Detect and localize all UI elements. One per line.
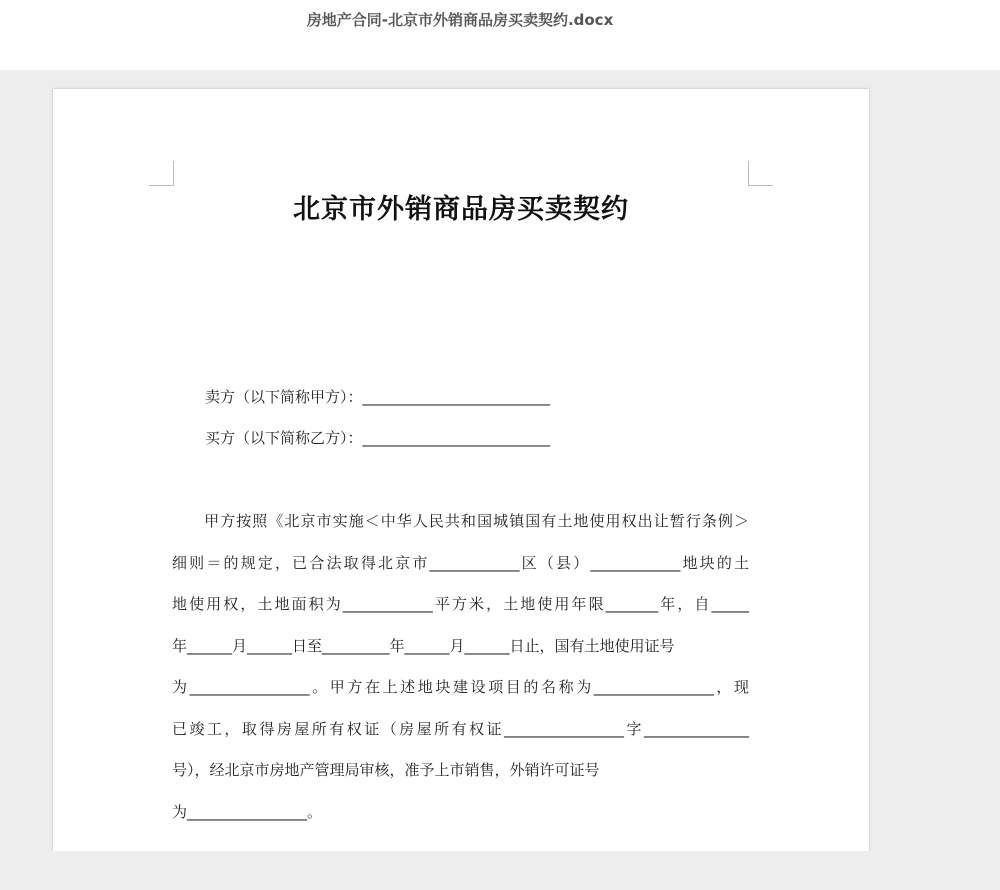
paragraph-line: 地使用权，土地面积为____________平方米，土地使用年限_______年，自_____ (172, 595, 749, 613)
paragraph-line: 年______月______日至_________年______月______日止，国有土地使用证号 (172, 637, 675, 655)
paragraph-line: 甲方按照《北京市实施＜中华人民共和国城镇国有土地使用权出让暂行条例＞ (172, 512, 749, 530)
crop-mark-top-right (748, 161, 773, 186)
paragraph-line: 已竣工，取得房屋所有权证（房屋所有权证________________字______________ (172, 720, 749, 738)
bottom-bar (0, 851, 1000, 890)
title-bar (0, 0, 1000, 70)
document-page[interactable] (53, 89, 869, 879)
buyer-line: 买方（以下简称乙方）：_________________________ (205, 429, 551, 447)
document-title: 北京市外销商品房买卖契约 (293, 194, 629, 225)
paragraph-line: 细则＝的规定，已合法取得北京市____________区（县）____________地块的土 (172, 554, 749, 572)
paragraph-line: 号），经北京市房地产管理局审核，准予上市销售，外销许可证号 (172, 761, 600, 779)
seller-line: 卖方（以下简称甲方）：_________________________ (205, 388, 551, 406)
paragraph-line: 为________________。甲方在上述地块建设项目的名称为________________，现 (172, 678, 749, 696)
document-filename: 房地产合同-北京市外销商品房买卖契约.docx (306, 11, 614, 29)
crop-mark-top-left (149, 161, 174, 186)
paragraph-line: 为________________。 (172, 803, 323, 821)
